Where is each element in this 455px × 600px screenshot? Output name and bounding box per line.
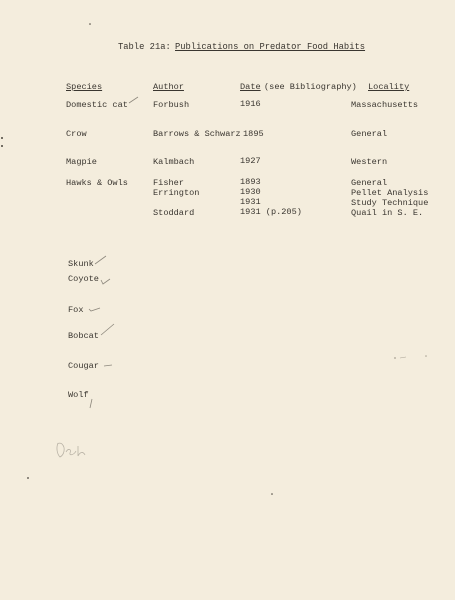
locality-cell: Massachusetts	[351, 100, 419, 110]
locality-cell: Study Technique	[351, 198, 429, 208]
check-mark-icon	[100, 322, 116, 338]
author-cell: Barrows & Schwarz	[153, 129, 241, 139]
locality-cell: General	[351, 129, 388, 139]
author-cell: Stoddard	[153, 208, 195, 218]
locality-cell: Quail in S. E.	[351, 208, 424, 218]
species-list-item: Skunk	[68, 259, 94, 269]
check-mark-icon	[103, 362, 113, 370]
header-locality: Locality	[368, 82, 410, 92]
check-mark-icon	[88, 305, 102, 313]
check-mark-icon	[88, 398, 94, 410]
locality-cell: Pellet Analysis	[351, 188, 429, 198]
species-cell: Domestic cat	[66, 100, 128, 110]
author-cell: Errington	[153, 188, 200, 198]
species-cell: Hawks & Owls	[66, 178, 128, 188]
speck-icon	[26, 476, 30, 480]
species-list-item: Fox	[68, 305, 84, 315]
date-cell: 1930	[240, 187, 261, 197]
locality-cell: Western	[351, 157, 388, 167]
author-cell: Fisher	[153, 178, 184, 188]
date-cell: 1916	[240, 99, 261, 109]
species-list-item: Cougar	[68, 361, 99, 371]
table-title: Publications on Predator Food Habits	[175, 42, 366, 52]
species-list-item: Bobcat	[68, 331, 99, 341]
date-cell: 1893	[240, 177, 261, 187]
species-cell: Crow	[66, 129, 87, 139]
date-cell: 1931	[240, 197, 261, 207]
locality-cell: General	[351, 178, 388, 188]
header-author: Author	[153, 82, 184, 92]
header-date-note: (see Bibliography)	[264, 82, 357, 92]
pencil-scribble-icon	[52, 440, 96, 460]
author-cell: Forbush	[153, 100, 190, 110]
binding-hole-icon	[0, 133, 6, 153]
species-list-item: Coyote	[68, 274, 99, 284]
header-species: Species	[66, 82, 103, 92]
date-cell: 1895	[243, 129, 264, 139]
speck-icon	[270, 492, 274, 496]
species-cell: Magpie	[66, 157, 97, 167]
check-mark-icon	[128, 95, 140, 105]
table-label: Table 21a:	[118, 42, 171, 52]
check-mark-icon	[94, 254, 108, 266]
species-list-item: Wolf	[68, 390, 89, 400]
author-cell: Kalmbach	[153, 157, 195, 167]
stray-mark-icon	[392, 352, 432, 362]
check-mark-icon	[100, 276, 112, 286]
speck-icon	[88, 22, 92, 26]
header-date: Date	[240, 82, 261, 92]
date-cell: 1927	[240, 156, 261, 166]
date-cell: 1931 (p.205)	[240, 207, 302, 217]
